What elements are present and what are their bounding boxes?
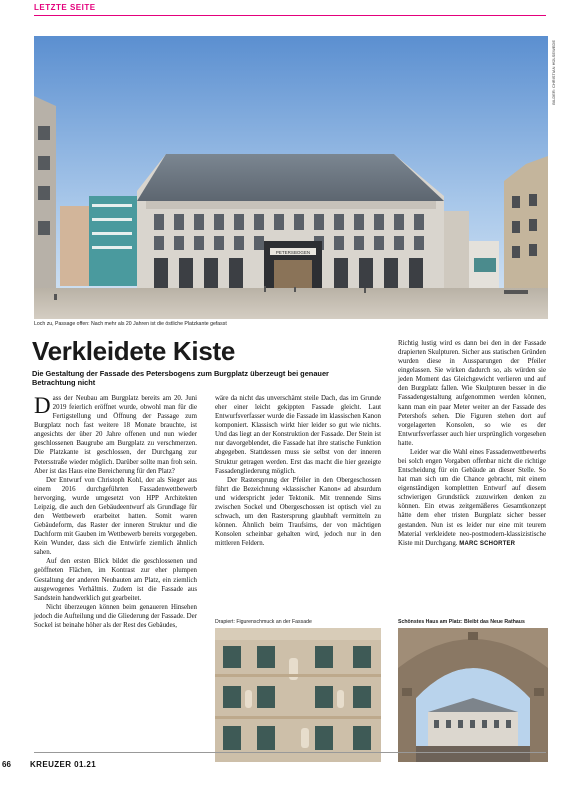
footer-rule [34, 752, 546, 753]
paragraph-7: Richtig lustig wird es dann bei den in der Fassade drapierten Skulpturen. Sicher aus statischen Gründen wurden diese in Aussparungen der Pfeiler eingelassen. Sie wirken dadurch so, als würden sie jeden Moment das Gleichgewicht verlieren und auf den Burgplatz fallen. Wie Skulpturen besser in die Fassadengestaltung aufgenommen werden können, kann man ein paar Meter weiter an der Fassade des Petershofs sehen. Die Figuren stehen dort auf vorgelagerten Konsolen, so wie es der Entwurfsverfasser auch hier ursprünglich vorgesehen hatte. [398, 340, 546, 447]
author-name: MARC SCHORTER [459, 540, 516, 547]
article-headline: Verkleidete Kiste [32, 336, 236, 366]
page-number: 66 [2, 760, 11, 769]
facade-caption: Drapiert: Figurenschmuck an der Fassade [215, 619, 312, 625]
paragraph-8 [398, 448, 546, 549]
paragraph-4: Nicht überzeugen können beim genaueren Hinsehen jedoch die Aufteilung und die Gliederung der Fassade. Der Sockel ist beinahe höher als der Rest des Gebäudes, [34, 603, 197, 629]
drop-cap: D [34, 393, 51, 418]
rathaus-caption: Schönstes Haus am Platz: Bleibt das Neue Rathaus [398, 619, 525, 625]
paragraph-2: Der Entwurf von Christoph Kohl, der als Sieger aus einem 2016 durchgeführten Fassadenwettbewerb hervorging, wurde umgesetzt von HPP Architekten Leipzig, die auch den Gebäudeentwurf als Grundlage für den Wettbewerb erarbeitet hatten. Somit waren Gebäudeform, das Raster der inneren Struktur und die Dachform mit Gauben im Wettbewerb bereits vorgegeben. Kein Wunder, dass sich die Entwürfe ziemlich ähnlich sahen. [34, 476, 197, 557]
article-subline: Die Gestaltung der Fassade des Petersbogens zum Burgplatz überzeugt bei genauer Betrachtung nicht [32, 369, 329, 387]
passage-sign: PETERSBOGEN [275, 250, 311, 255]
facade-photo [215, 628, 381, 762]
hero-caption: Loch zu, Passage offen: Nach mehr als 20 Jahren ist die östliche Platzkante gefasst [34, 321, 227, 327]
section-rule [34, 15, 546, 16]
column-2 [215, 394, 381, 548]
paragraph-intro [34, 394, 197, 476]
paragraph-6: Der Rastersprung der Pfeiler in den Obergeschossen führt die Bezeichnung »klassischer Kanon« ad absurdum und widerspricht jeder Tektonik. Mit trennende Sims zwischen Sockel und Obergeschossen ist optisch viel zu schwach, um den Rastersprung glaubhaft vermitteln zu können. Ähnlich beim Traufsims, der von mächtigen Konsolen scheinbar gehalten wird, jedoch nur in den mittleren Feldern. [215, 476, 381, 548]
column-1 [34, 394, 197, 630]
paragraph-5: wäre da nicht das unverschämt steile Dach, das im Grunde eher einer leicht gekippten Fassade gleicht. Laut Entwurfsverfasser wurde die Fassade im klassischen Kanon komponiert. Klassisch wirkt hier leider so gut wie nichts. Und das liegt an der Konstruktion der Fassade. Der Stein ist nur davorgeblendet, die Fassade hat ihre statische Funktion abgegeben. Stattdessen muss sie selbst von der inneren Struktur getragen werden. Erst das macht die hier gezeigte Fassadengliederung möglich. [215, 395, 381, 475]
column-3 [398, 339, 546, 549]
section-label: LETZTE SEITE [34, 3, 96, 12]
rathaus-photo [398, 628, 548, 762]
paragraph-3: Auf den ersten Blick bildet die geschlossenen und geöffneten Flächen, im Kontrast zur eher plumpen Gestaltung der anderen Neubauten am Platz, ein ziemlich ausgewogenes Verhältnis. Zudem ist die Fassade aus Sandstein handwerklich gut gearbeitet. [34, 558, 197, 602]
hero-photo [34, 36, 548, 319]
paragraph-8-text: Leider war die Wahl eines Fassadenwettbewerbs bei solch engen Vorgaben offenbar nicht die richtige Entscheidung für ein Gebäude an dieser Stelle. So hat man sich um die Chance gebracht, mit einem eigenständigen komplettten Entwurf auf diesem schwierigen Grundstück zuzuwirken denken zu können. Ein etwas zeitgemäßeres Gesamtkonzept hätte dem eher tristen Burgplatz sicher besser gestanden. Nun ist es leider nur eine mit teurem Material verkleidete neo-postmodern-klassizistische Kiste mit Durchgang. [398, 448, 546, 547]
paragraph-1-text: ass der Neubau am Burgplatz bereits am 20. Juni 2019 feierlich eröffnet wurde, obwohl man für die Fertigstellung und Öffnung der Passage zum Burgplatz noch fast weitere 18 Monate brauchte, ist angesichts der über 20 Jahre offenen und nun wieder geschlossenen Baugrube am Burgplatz zu verschmerzen. Die Platzkante ist geschlossen, der Durchgang zur Petersstraße wieder möglich. Darüber sollte man froh sein. Aber ist das Haus eine Bereicherung für den Platz? [34, 395, 197, 475]
magazine-issue: KREUZER 01.21 [30, 760, 97, 769]
photo-credit: BILDER: CHRISTIAN HÜLSEWEDE [551, 40, 556, 105]
